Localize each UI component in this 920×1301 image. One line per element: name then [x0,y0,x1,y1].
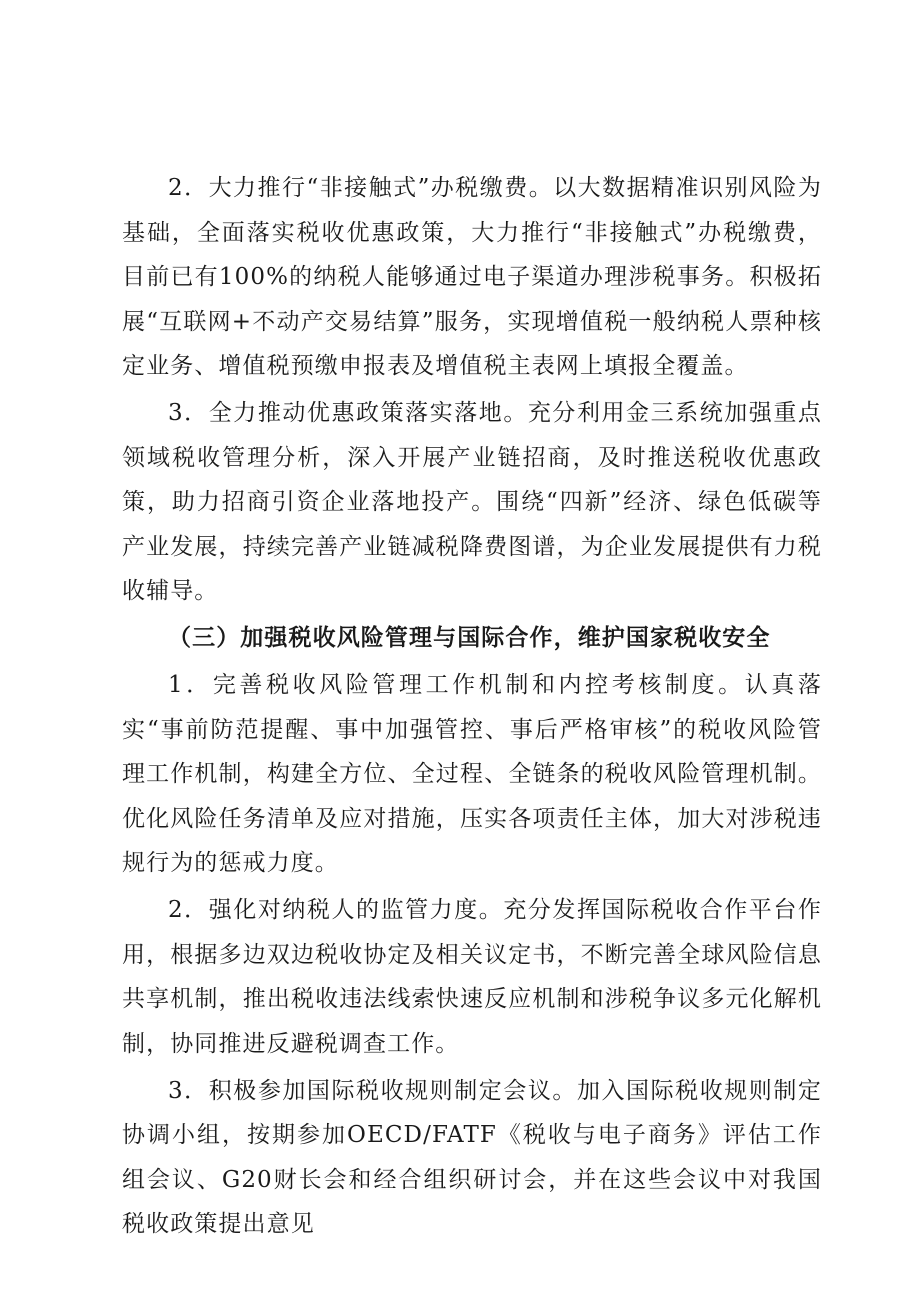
paragraph-text: 积极参加国际税收规则制定会议。加入国际税收规则制定协调小组，按期参加OECD/FATF《税收与电子商务》评估工作组会议、G20财长会和经合组织研讨会，并在这些会议中对我国税收政策提出意见 [122,1077,822,1237]
paragraph-text: 强化对纳税人的监管力度。充分发挥国际税收合作平台作用，根据多边双边税收协定及相关议定书，不断完善全球风险信息共享机制，推出税收违法线索快速反应机制和涉税争议多元化解机制，协同推进反避税调查工作。 [122,897,822,1057]
item-number: 3． [168,1077,209,1104]
paragraph-item-3 [122,391,822,614]
item-number: 3． [168,400,209,426]
paragraph-text: 大力推行“非接触式”办税缴费。以大数据精准识别风险为基础，全面落实税收优惠政策，大力推行“非接触式”办税缴费，目前已有100%的纳税人能够通过电子渠道办理涉税事务。积极拓展“互联网+不动产交易结算”服务，实现增值税一般纳税人票种核定业务、增值税预缴申报表及增值税主表网上填报全覆盖。 [122,175,822,379]
section-paragraph-item-3 [122,1069,822,1247]
paragraph-text: 全力推动优惠政策落实落地。充分利用金三系统加强重点领域税收管理分析，深入开展产业链招商，及时推送税收优惠政策，助力招商引资企业落地投产。围绕“四新”经济、绿色低碳等产业发展，持续完善产业链减税降费图谱，为企业发展提供有力税收辅导。 [122,400,822,604]
document-body [122,166,822,1249]
paragraph-text: 完善税收风险管理工作机制和内控考核制度。认真落实“事前防范提醒、事中加强管控、事后严格审核”的税收风险管理工作机制，构建全方位、全过程、全链条的税收风险管理机制。优化风险任务清单及应对措施，压实各项责任主体，加大对涉税违规行为的惩戒力度。 [122,672,822,876]
item-number: 2． [168,897,209,923]
section-paragraph-item-2 [122,888,822,1066]
item-number: 2． [168,175,209,201]
item-number: 1． [168,672,213,698]
section-paragraph-item-1 [122,663,822,886]
paragraph-item-2 [122,166,822,389]
section-heading: （三）加强税收风险管理与国际合作，维护国家税收安全 [168,624,771,651]
